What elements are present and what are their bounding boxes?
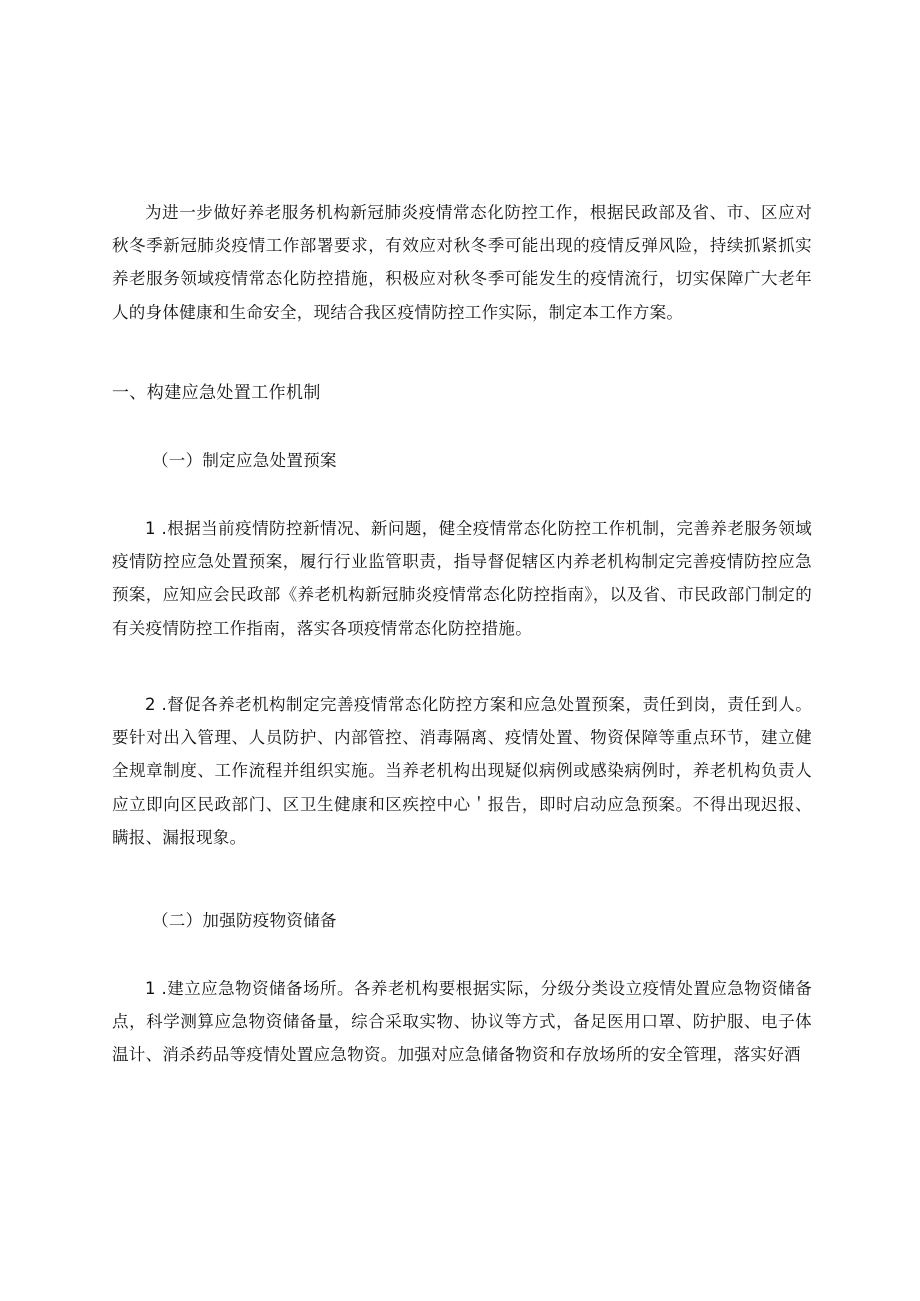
section-heading-1: 一、构建应急处置工作机制 [112,383,321,403]
paragraph-1-1: 1 .根据当前疫情防控新情况、新问题，健全疫情常态化防控工作机制，完善养老服务领域疫情防控应急处置预案，履行行业监管职责，指导督促辖区内养老机构制定完善疫情防控应急预案，应知应会民政部《养老机构新冠肺炎疫情常态化防控指南》，以及省、市民政部门制定的有关疫情防控工作指南，落实各项疫情常态化防控措施。 [112,519,812,638]
paragraph-2-1: 1 .建立应急物资储备场所。各养老机构要根据实际，分级分类设立疫情处置应急物资储备点，科学测算应急物资储备量，综合采取实物、协议等方式，备足医用口罩、防护服、电子体温计、消杀药品等疫情处置应急物资。加强对应急储备物资和存放场所的安全管理，落实好酒 [112,979,812,1065]
paragraph-1-2: 2 .督促各养老机构制定完善疫情常态化防控方案和应急处置预案，责任到岗，责任到人。要针对出入管理、人员防护、内部管控、消毒隔离、疫情处置、物资保障等重点环节，建立健全规章制度、工作流程并组织实施。当养老机构出现疑似病例或感染病例时，养老机构负责人应立即向区民政部门、区卫生健康和区疾控中心＇报告，即时启动应急预案。不得出现迟报、瞒报、漏报现象。 [112,695,812,847]
subsection-heading-1: （一）制定应急处置预案 [152,451,337,470]
intro-paragraph: 为进一步做好养老服务机构新冠肺炎疫情常态化防控工作，根据民政部及省、市、区应对秋冬季新冠肺炎疫情工作部署要求，有效应对秋冬季可能出现的疫情反弹风险，持续抓紧抓实养老服务领域疫情常态化防控措施，积极应对秋冬季可能发生的疫情流行，切实保障广大老年人的身体健康和生命安全，现结合我区疫情防控工作实际，制定本工作方案。 [112,203,812,322]
subsection-heading-2: （二）加强防疫物资储备 [152,911,337,930]
